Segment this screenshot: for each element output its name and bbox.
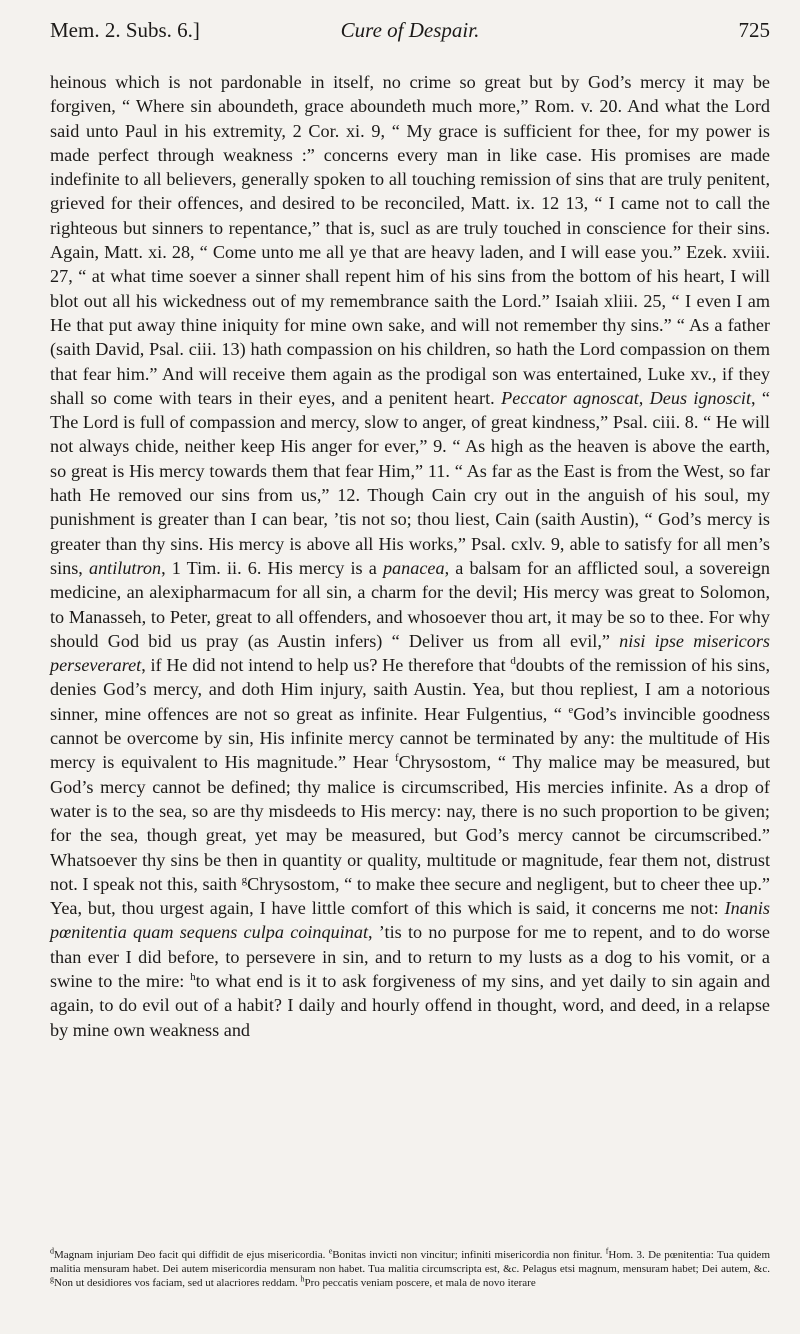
footnote-marker: e [328, 1246, 333, 1256]
latin-phrase: antilutron [88, 557, 162, 578]
running-title: Cure of Despair. [340, 18, 480, 42]
text-segment: , ’tis to no purpose for me to repent, and to do worse than ever I did before, to persevere in sin, and to return to my lusts as a dog to his vomit, or a swine to the mire: [50, 922, 770, 991]
footnote-text: Pro peccatis veniam poscere, et mala de novo iterare [304, 1277, 536, 1289]
text-segment: God’s invincible goodness cannot be overcome by sin, His infinite mercy cannot be terminated by any: the multitude of His mercy is equivalent to His magnitude.” Hear [50, 703, 770, 773]
latin-phrase: nisi ipse misericors perseveraret [50, 630, 770, 676]
footnote-text: Bonitas invicti non vincitur; infiniti misericordia non finitur. [332, 1249, 606, 1261]
body-text [50, 70, 770, 1042]
footnote-marker: h [300, 1274, 305, 1284]
footnote-marker: f [605, 1246, 609, 1256]
text-segment: to what end is it to ask forgiveness of my sins, and yet daily to sin again and again, to do evil out of a habit? I daily and hourly offend in thought, word, and deed, in a relapse by mine own weakness and [50, 970, 770, 1040]
footnotes [50, 1248, 770, 1290]
footnote-marker: d [50, 1246, 54, 1256]
text-segment: Chrysostom, “ to make thee secure and negligent, but to cheer thee up.” Yea, but, thou urgest again, I have little comfort of this which is said, it concerns me not: [50, 873, 770, 919]
footnote-marker: h [190, 970, 196, 983]
text-segment: , if He did not intend to help us? He therefore that [141, 655, 511, 676]
text-segment: Chrysostom, “ Thy malice may be measured, but God’s mercy cannot be defined; thy malice is circumscribed, His mercies infinite. As a drop of water is to the sea, so are thy misdeeds to His mercy: nay, there is no such proportion to be given; for the sea, though great, yet may be measured, but God’s mercy cannot be circumscribed.” Whatsoever thy sins be then in quantity or quality, multitude or magnitude, fear them not, distrust not. I speak not this, saith [50, 752, 770, 894]
text-segment: doubts of the remission of his sins, denies God’s mercy, and doth Him injury, saith Austin. Yea, but thou repliest, I am a notorious sinner, mine offences are not so great as infinite. Hear Fulgentius, “ [50, 655, 770, 724]
latin-phrase: Peccator agnoscat, Deus ignoscit [501, 387, 751, 408]
text-segment: , a balsam for an afflicted soul, a sovereign medicine, an alexipharmacum for all sin, a charm for the devil; His mercy was great to Solomon, to Manasseh, to Peter, great to all offenders, and whosoever thou art, it may be so to thee. For why should God bid us pray (as Austin infers) “ Deliver us from all evil,” [50, 557, 770, 651]
latin-phrase: Inanis pœnitentia quam sequens culpa coinquinat [50, 898, 770, 943]
running-header [50, 18, 770, 48]
footnote-marker: g [50, 1274, 54, 1284]
page-number: 725 [738, 18, 770, 42]
footnote-marker: e [568, 703, 574, 716]
latin-phrase: panacea [382, 557, 445, 578]
footnote-text: Magnam injuriam Deo facit qui diffidit de ejus misericordia. [54, 1249, 329, 1261]
footnote-marker: g [241, 873, 248, 886]
footnote-marker: f [394, 752, 399, 765]
footnote-text: Non ut desidiores vos faciam, sed ut alacriores reddam. [54, 1277, 301, 1289]
text-segment: heinous which is not pardonable in itself, no crime so great but by God’s mercy it may be forgiven, “ Where sin aboundeth, grace aboundeth much more,” Rom. v. 20. And what the Lord said unto Paul in his extremity, 2 Cor. xi. 9, “ My grace is sufficient for thee, for my power is made perfect through weakness :” concerns every man in like case. His promises are made indefinite to all believers, generally spoken to all touching remission of sins that are truly penitent, grieved for their offences, and desired to be reconciled, Matt. ix. 12 13, “ I came not to call the righteous but sinners to repentance,” that is, sucl as are truly touched in conscience for their sins. Again, Matt. xi. 28, “ Come unto me all ye that are heavy laden, and I will ease you.” Ezek. xviii. 27, “ at what time soever a sinner shall repent him of his sins from the bottom of his heart, I will blot out all his wickedness out of my remembrance saith the Lord.” Isaiah xliii. 25, “ I even I am He that put away thine iniquity for mine own sake, and will not remember thy sins.” “ As a father (saith David, Psal. ciii. 13) hath compassion on his children, so hath the Lord compassion on them that fear him.” And will receive them again as the prodigal son was entertained, Luke xv., if they shall so come with tears in their eyes, and a penitent heart. [50, 72, 770, 408]
footnote-text: Hom. 3. De pœnitentia: Tua quidem malitia mensuram habet. Dei autem misericordia mensuram non habet. Tua malitia circumscripta est, &c. Pelagus etsi magnum, mensuram habet; Dei autem, &c. [50, 1249, 770, 1275]
text-segment: , 1 Tim. ii. 6. His mercy is a [161, 557, 383, 578]
section-reference: Mem. 2. Subs. 6.] [50, 18, 200, 42]
text-segment: , “ The Lord is full of compassion and mercy, slow to anger, of great kindness,” Psal. ciii. 8. “ He will not always chide, neither keep His anger for ever,” 9. “ As high as the heaven is above the earth, so great is His mercy towards them that fear Him,” 11. “ As far as the East is from the West, so far hath He removed our sins from us,” 12. Though Cain cry out in the anguish of his soul, my punishment is greater than I can bear, ’tis not so; thou liest, Cain (saith Austin), “ God’s mercy is greater than thy sins. His mercy is above all His works,” Psal. cxlv. 9, able to satisfy for all men’s sins, [50, 387, 770, 578]
footnote-marker: d [510, 655, 516, 668]
